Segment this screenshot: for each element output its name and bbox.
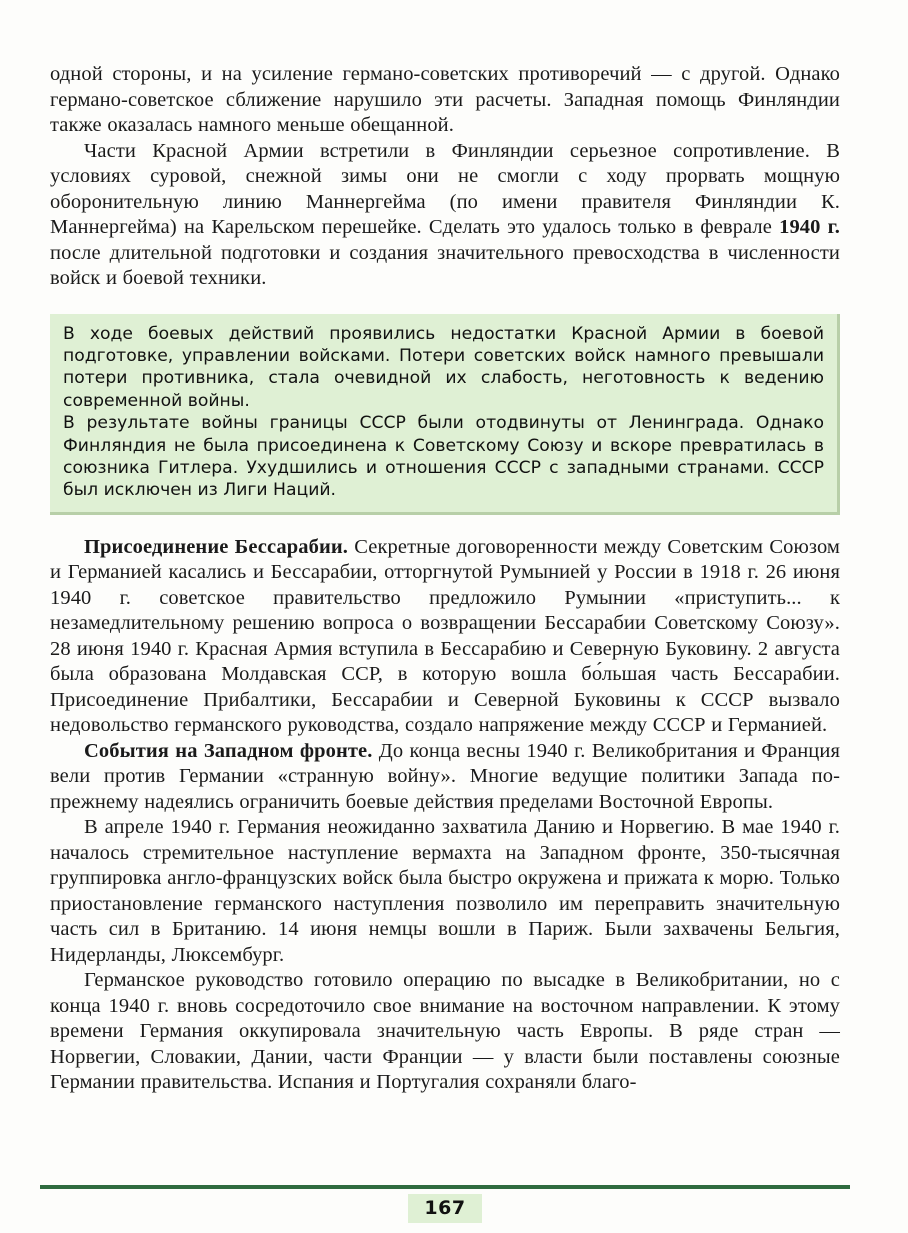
section-body-western-front: До конца весны 1940 г. Великобритания и Франция вели против Германии «странную войну». Многие ведущие политики Запада по-прежнему надеялись ограничить боевые действия пределами Восточной Европы. [50,739,840,813]
paragraph-red-army [50,139,840,292]
date-emphasis: 1940 г. [779,216,840,238]
highlighted-callout-box [50,314,840,515]
page-number: 167 [408,1194,481,1223]
section-bessarabia [50,535,840,739]
paragraph-text-before: Части Красной Армии встретили в Финляндии серьезное сопротивление. В условиях суровой, снежной зимы они не смогли с ходу прорвать мощную оборонительную линию Маннергейма (по имени правителя Финляндии К. Маннергейма) на Карельском перешейке. Сделать это удалось только в феврале [50,139,840,238]
paragraph-text-after: после длительной подготовки и создания значительного превосходства в численности войск и боевой техники. [50,241,840,289]
section-body-bessarabia: Секретные договоренности между Советским Союзом и Германией касались и Бессарабии, отторгнутой Румынией у России в 1918 г. 26 июня 1940 г. советское правительство предложило Румынии «приступить... к незамедлительному решению вопроса о возвращении Бессарабии Советскому Союзу». 28 июня 1940 г. Красная Армия вступила в Бессарабию и Северную Буковину. 2 августа была образована Молдавская ССР, в которую вошла бо́льшая часть Бессарабии. Присоединение Прибалтики, Бессарабии и Северной Буковины к СССР вызвало недовольство германского руководства, создало напряжение между СССР и Германией. [50,535,840,737]
paragraph-german-leadership: Германское руководство готовило операцию по высадке в Великобритании, но с конца 1940 г. вновь сосредоточило свое внимание на восточном направлении. К этому времени Германия оккупировала значительную часть Европы. В ряде стран — Норвегии, Словакии, Дании, части Франции — у власти были поставлены союзные Германии правительства. Испания и Португалия сохраняли благо- [50,969,840,1094]
section-heading-western-front: События на Западном фронте. [84,739,373,762]
paragraph-april-1940: В апреле 1940 г. Германия неожиданно захватила Данию и Норвегию. В мае 1940 г. началось стремительное наступление вермахта на Западном фронте, 350-тысячная группировка англо-французских войск была быстро окружена и прижата к морю. Только приостановление германского наступления позволило им переправить значительную часть сил в Британию. 14 июня немцы вошли в Париж. Были захвачены Бельгия, Нидерланды, Люксембург. [50,816,840,966]
callout-line-2: В результате войны границы СССР были отодвинуты от Ленинграда. Однако Финляндия не была присоединена к Советскому Союзу и вскоре превратилась в союзника Гитлера. Ухудшились и отношения СССР с западными странами. СССР был исключен из Лиги Наций. [63,413,824,501]
footer-rule [40,1185,850,1189]
page-number-wrap [40,1194,850,1223]
section-heading-bessarabia: Присоединение Бессарабии. [84,535,349,558]
callout-line-1: В ходе боевых действий проявились недостатки Красной Армии в боевой подготовке, управлении войсками. Потери советских войск намного превышали потери противника, стала очевидной их слабость, неготовность к ведению современной войны. [63,323,824,411]
paragraph-continuation: одной стороны, и на усиление германо-советских противоречий — с другой. Однако германо-советское сближение нарушило эти расчеты. Западная помощь Финляндии также оказалась намного меньше обещанной. [50,63,840,136]
page-footer [40,1185,850,1219]
section-western-front [50,739,840,816]
page-content [50,62,840,1096]
